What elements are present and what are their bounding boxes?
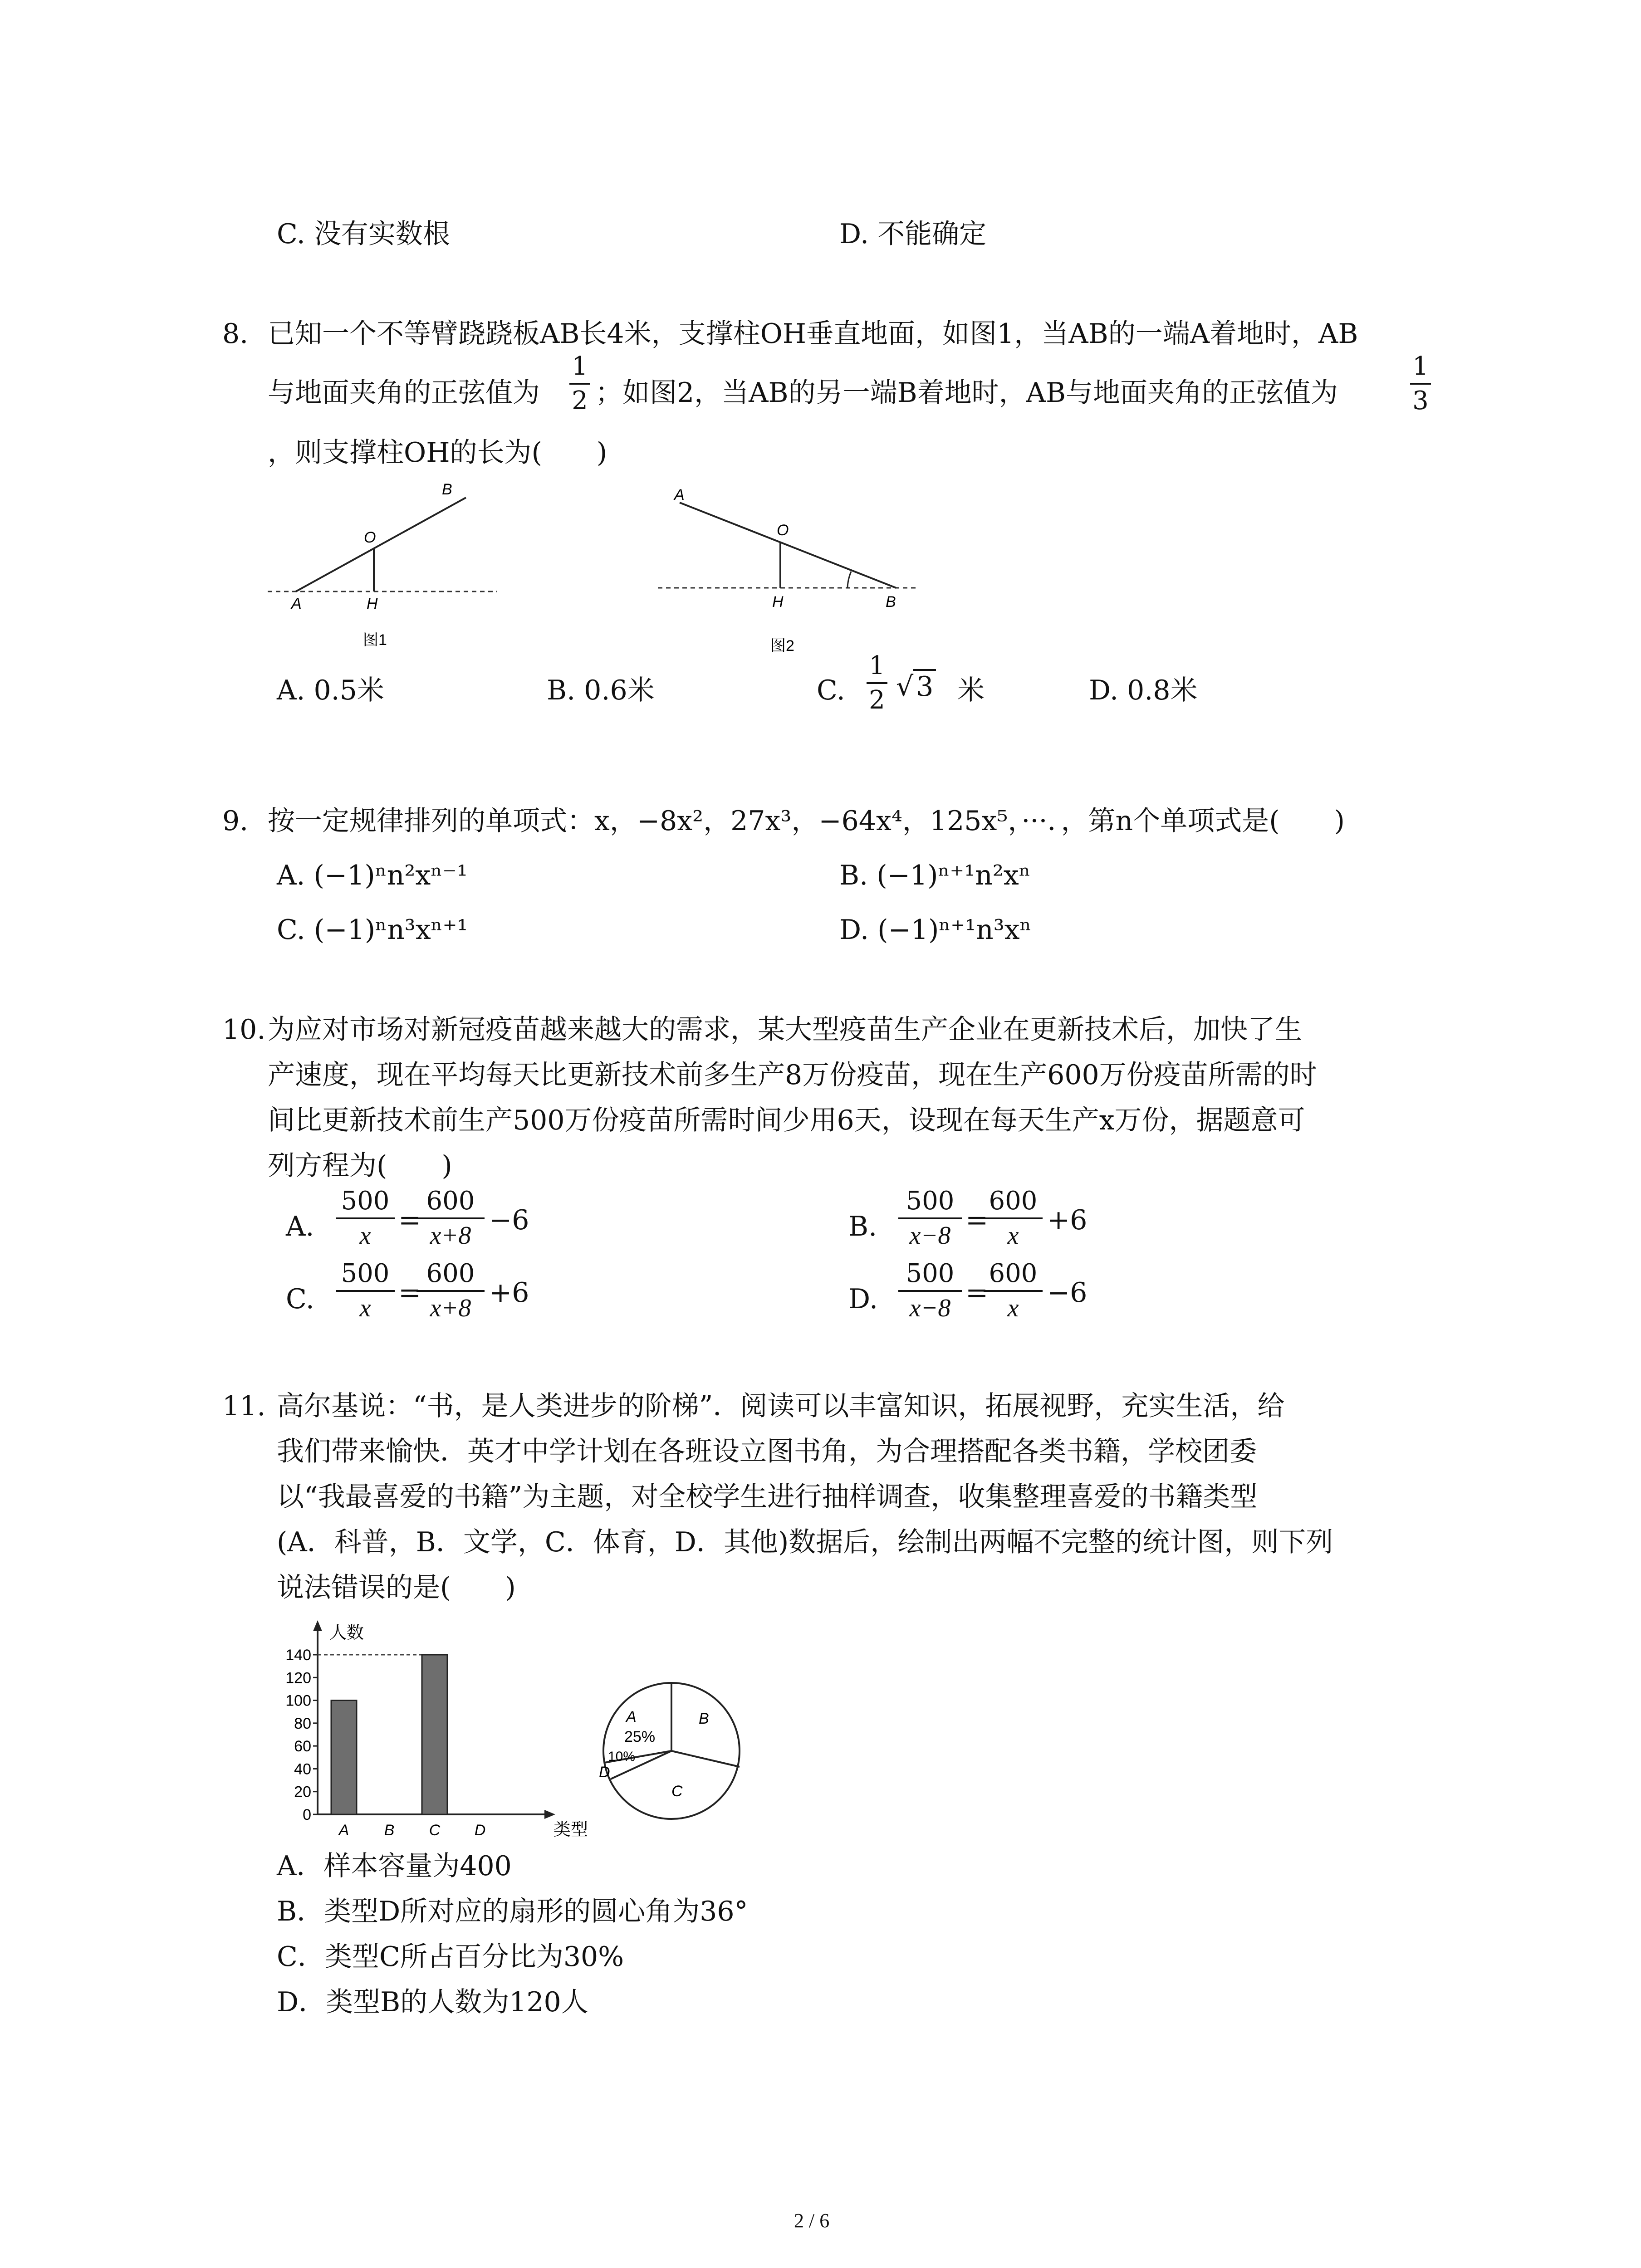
q8-option-c-num: 1 — [869, 651, 885, 680]
fig1-label-h: H — [367, 595, 378, 612]
pie-label-c: C — [671, 1783, 683, 1800]
q8-line1: 已知一个不等臂跷跷板AB长4米，支撑柱OH垂直地面，如图1，当AB的一端A着地时，AB — [268, 318, 1358, 350]
q8-line3: ，则支撑柱OH的长为( ) — [268, 437, 607, 469]
q9-option-b: B. (−1)ⁿ⁺¹n²xⁿ — [839, 860, 1031, 891]
q10-d-d1: x−8 — [909, 1294, 951, 1322]
q10-b-n1: 500 — [906, 1186, 955, 1216]
pie-percent-a: 25% — [624, 1728, 656, 1745]
bar-ytick-label: 100 — [285, 1692, 311, 1710]
q10-d-eq: = — [965, 1277, 989, 1309]
q10-line2: 产速度，现在平均每天比更新技术前多生产8万份疫苗，现在生产600万份疫苗所需的时 — [268, 1059, 1317, 1091]
q11-option-b: B．类型D所对应的扇形的圆心角为36° — [277, 1896, 748, 1927]
q10-c-label: C. — [286, 1283, 314, 1315]
bar-ytick-label: 60 — [294, 1738, 311, 1755]
bar-category-label: C — [429, 1822, 441, 1839]
pie-label-a: A — [626, 1708, 637, 1725]
q10-c-eq: = — [398, 1277, 421, 1309]
q10-b-eq: = — [965, 1204, 989, 1236]
fig2-label-b: B — [886, 593, 896, 611]
q8-fraction-1 — [569, 354, 590, 414]
q8-option-c-den: 2 — [869, 685, 885, 715]
q10-b-frac2 — [984, 1188, 1043, 1248]
q8-line2a: 与地面夹角的正弦值为 — [268, 377, 540, 409]
option-d-prev: D. 不能确定 — [839, 218, 987, 250]
q10-number: 10. — [222, 1014, 266, 1046]
bar-xlabel: 类型 — [554, 1820, 588, 1839]
q10-a-n1: 500 — [341, 1186, 390, 1216]
fig1-label-o: O — [364, 529, 376, 546]
q10-c-n1: 500 — [341, 1259, 390, 1288]
q8-option-c-unit: 米 — [957, 675, 985, 706]
bar-category-label: B — [384, 1822, 395, 1839]
q10-b-d2: x — [1007, 1222, 1019, 1250]
q10-line4: 列方程为( ) — [268, 1150, 452, 1182]
bar-ylabel: 人数 — [329, 1623, 364, 1642]
fig2-label-o: O — [777, 522, 789, 539]
q10-d-n1: 500 — [906, 1259, 955, 1288]
q10-line3: 间比更新技术前生产500万份疫苗所需时间少用6天，设现在每天生产x万份，据题意可 — [268, 1105, 1305, 1136]
q8-fraction-2-den: 3 — [1412, 386, 1429, 415]
q8-fraction-1-den: 2 — [572, 386, 588, 415]
q10-d-n2: 600 — [989, 1259, 1038, 1288]
q8-option-c-radicand: 3 — [913, 669, 936, 703]
q10-d-frac1 — [898, 1261, 962, 1321]
q10-option-a — [286, 1188, 558, 1252]
q9-number: 9. — [222, 805, 249, 837]
q10-b-d1: x−8 — [909, 1222, 951, 1250]
q11-line1: 高尔基说：“书，是人类进步的阶梯”．阅读可以丰富知识，拓展视野，充实生活，给 — [277, 1390, 1285, 1422]
fig2-caption: 图2 — [770, 637, 794, 655]
q10-a-eq: = — [398, 1204, 421, 1236]
q8-option-c-fraction — [867, 653, 887, 713]
q11-line3: 以“我最喜爱的书籍”为主题，对全校学生进行抽样调查，收集整理喜爱的书籍类型 — [277, 1481, 1258, 1513]
q8-option-d: D. 0.8米 — [1089, 675, 1198, 706]
q10-d-frac2 — [984, 1261, 1043, 1321]
q10-option-d — [848, 1261, 1121, 1325]
page-number: 2 / 6 — [794, 2209, 830, 2232]
bar-ytick-label: 40 — [294, 1760, 311, 1778]
q9-option-d: D. (−1)ⁿ⁺¹n³xⁿ — [839, 914, 1032, 946]
fig1-label-b: B — [442, 481, 452, 498]
q10-c-frac2 — [416, 1261, 485, 1321]
bar-c — [422, 1655, 447, 1814]
q9-option-c: C. (−1)ⁿn³xⁿ⁺¹ — [277, 914, 468, 946]
fig1-caption: 图1 — [363, 631, 387, 649]
q8-figure-1 — [268, 481, 522, 653]
bar-ytick-label: 0 — [303, 1806, 311, 1823]
q11-number: 11. — [222, 1390, 266, 1422]
pie-slice-edge-b-c — [671, 1751, 740, 1767]
q9-option-a: A. (−1)ⁿn²xⁿ⁻¹ — [277, 860, 468, 891]
q10-a-d1: x — [359, 1222, 371, 1250]
q8-number: 8. — [222, 318, 249, 350]
q10-line1: 为应对市场对新冠疫苗越来越大的需求，某大型疫苗生产企业在更新技术后，加快了生 — [268, 1014, 1302, 1046]
bar-x-axis-arrow — [544, 1810, 555, 1819]
q8-option-b: B. 0.6米 — [547, 675, 655, 706]
pie-label-b: B — [699, 1710, 709, 1727]
fig2-label-h: H — [772, 593, 784, 611]
q10-c-n2: 600 — [426, 1259, 475, 1288]
pie-label-d: D — [599, 1764, 610, 1781]
q9-stem: 按一定规律排列的单项式：x，−8x²，27x³，−64x⁴，125x⁵，···．，第n个单项式是( ) — [268, 805, 1345, 837]
q8-fraction-2-num: 1 — [1412, 352, 1429, 381]
bar-a — [331, 1701, 357, 1814]
q11-line5: 说法错误的是( ) — [277, 1572, 516, 1603]
bar-ytick-label: 120 — [285, 1669, 311, 1687]
bar-y-axis-arrow — [313, 1620, 322, 1631]
fig2-label-a: A — [674, 486, 685, 503]
q11-option-d: D．类型B的人数为120人 — [277, 1986, 588, 2018]
q11-option-c: C．类型C所占百分比为30% — [277, 1941, 624, 1973]
q10-option-c — [286, 1261, 558, 1325]
q10-b-label: B. — [848, 1211, 877, 1242]
q8-fraction-1-num: 1 — [572, 352, 588, 381]
q11-line2: 我们带来愉快．英才中学计划在各班设立图书角，为合理搭配各类书籍，学校团委 — [277, 1436, 1257, 1467]
q10-a-frac1 — [336, 1188, 395, 1248]
q10-c-d2: x+8 — [430, 1294, 471, 1322]
q10-b-frac1 — [898, 1188, 962, 1248]
bar-ytick-label: 80 — [294, 1715, 311, 1732]
q10-a-d2: x+8 — [430, 1222, 471, 1250]
q10-a-tail: −6 — [489, 1204, 529, 1236]
q10-a-n2: 600 — [426, 1186, 475, 1216]
q10-a-label: A. — [286, 1211, 314, 1242]
q10-c-tail: +6 — [489, 1277, 529, 1309]
q10-c-frac1 — [336, 1261, 395, 1321]
q10-a-frac2 — [416, 1188, 485, 1248]
bar-chart — [272, 1615, 608, 1851]
q10-c-d1: x — [359, 1294, 371, 1322]
q8-line2b: ；如图2，当AB的另一端B着地时，AB与地面夹角的正弦值为 — [595, 377, 1338, 409]
q11-line4: (A．科普，B．文学，C．体育，D．其他)数据后，绘制出两幅不完整的统计图，则下列 — [277, 1526, 1333, 1558]
q8-option-c-radical: √ 3 — [896, 673, 936, 700]
q11-option-a: A．样本容量为400 — [277, 1850, 512, 1882]
q10-b-tail: +6 — [1047, 1204, 1087, 1236]
bar-ytick-label: 20 — [294, 1783, 311, 1801]
q10-d-label: D. — [848, 1283, 878, 1315]
q8-fraction-2 — [1410, 354, 1431, 414]
q8-figure-2 — [653, 481, 935, 662]
q10-d-tail: −6 — [1047, 1277, 1087, 1309]
q10-b-n2: 600 — [989, 1186, 1038, 1216]
pie-chart — [590, 1674, 753, 1828]
q10-option-b — [848, 1188, 1121, 1252]
q8-option-a: A. 0.5米 — [277, 675, 384, 706]
q10-d-d2: x — [1007, 1294, 1019, 1322]
pie-percent-d: 10% — [608, 1749, 636, 1764]
bar-ytick-label: 140 — [285, 1647, 311, 1664]
option-c-prev: C. 没有实数根 — [277, 218, 450, 250]
q8-option-c-label: C. — [817, 675, 845, 706]
fig1-label-a: A — [291, 595, 302, 612]
bar-category-label: A — [338, 1822, 349, 1839]
bar-category-label: D — [474, 1822, 486, 1839]
